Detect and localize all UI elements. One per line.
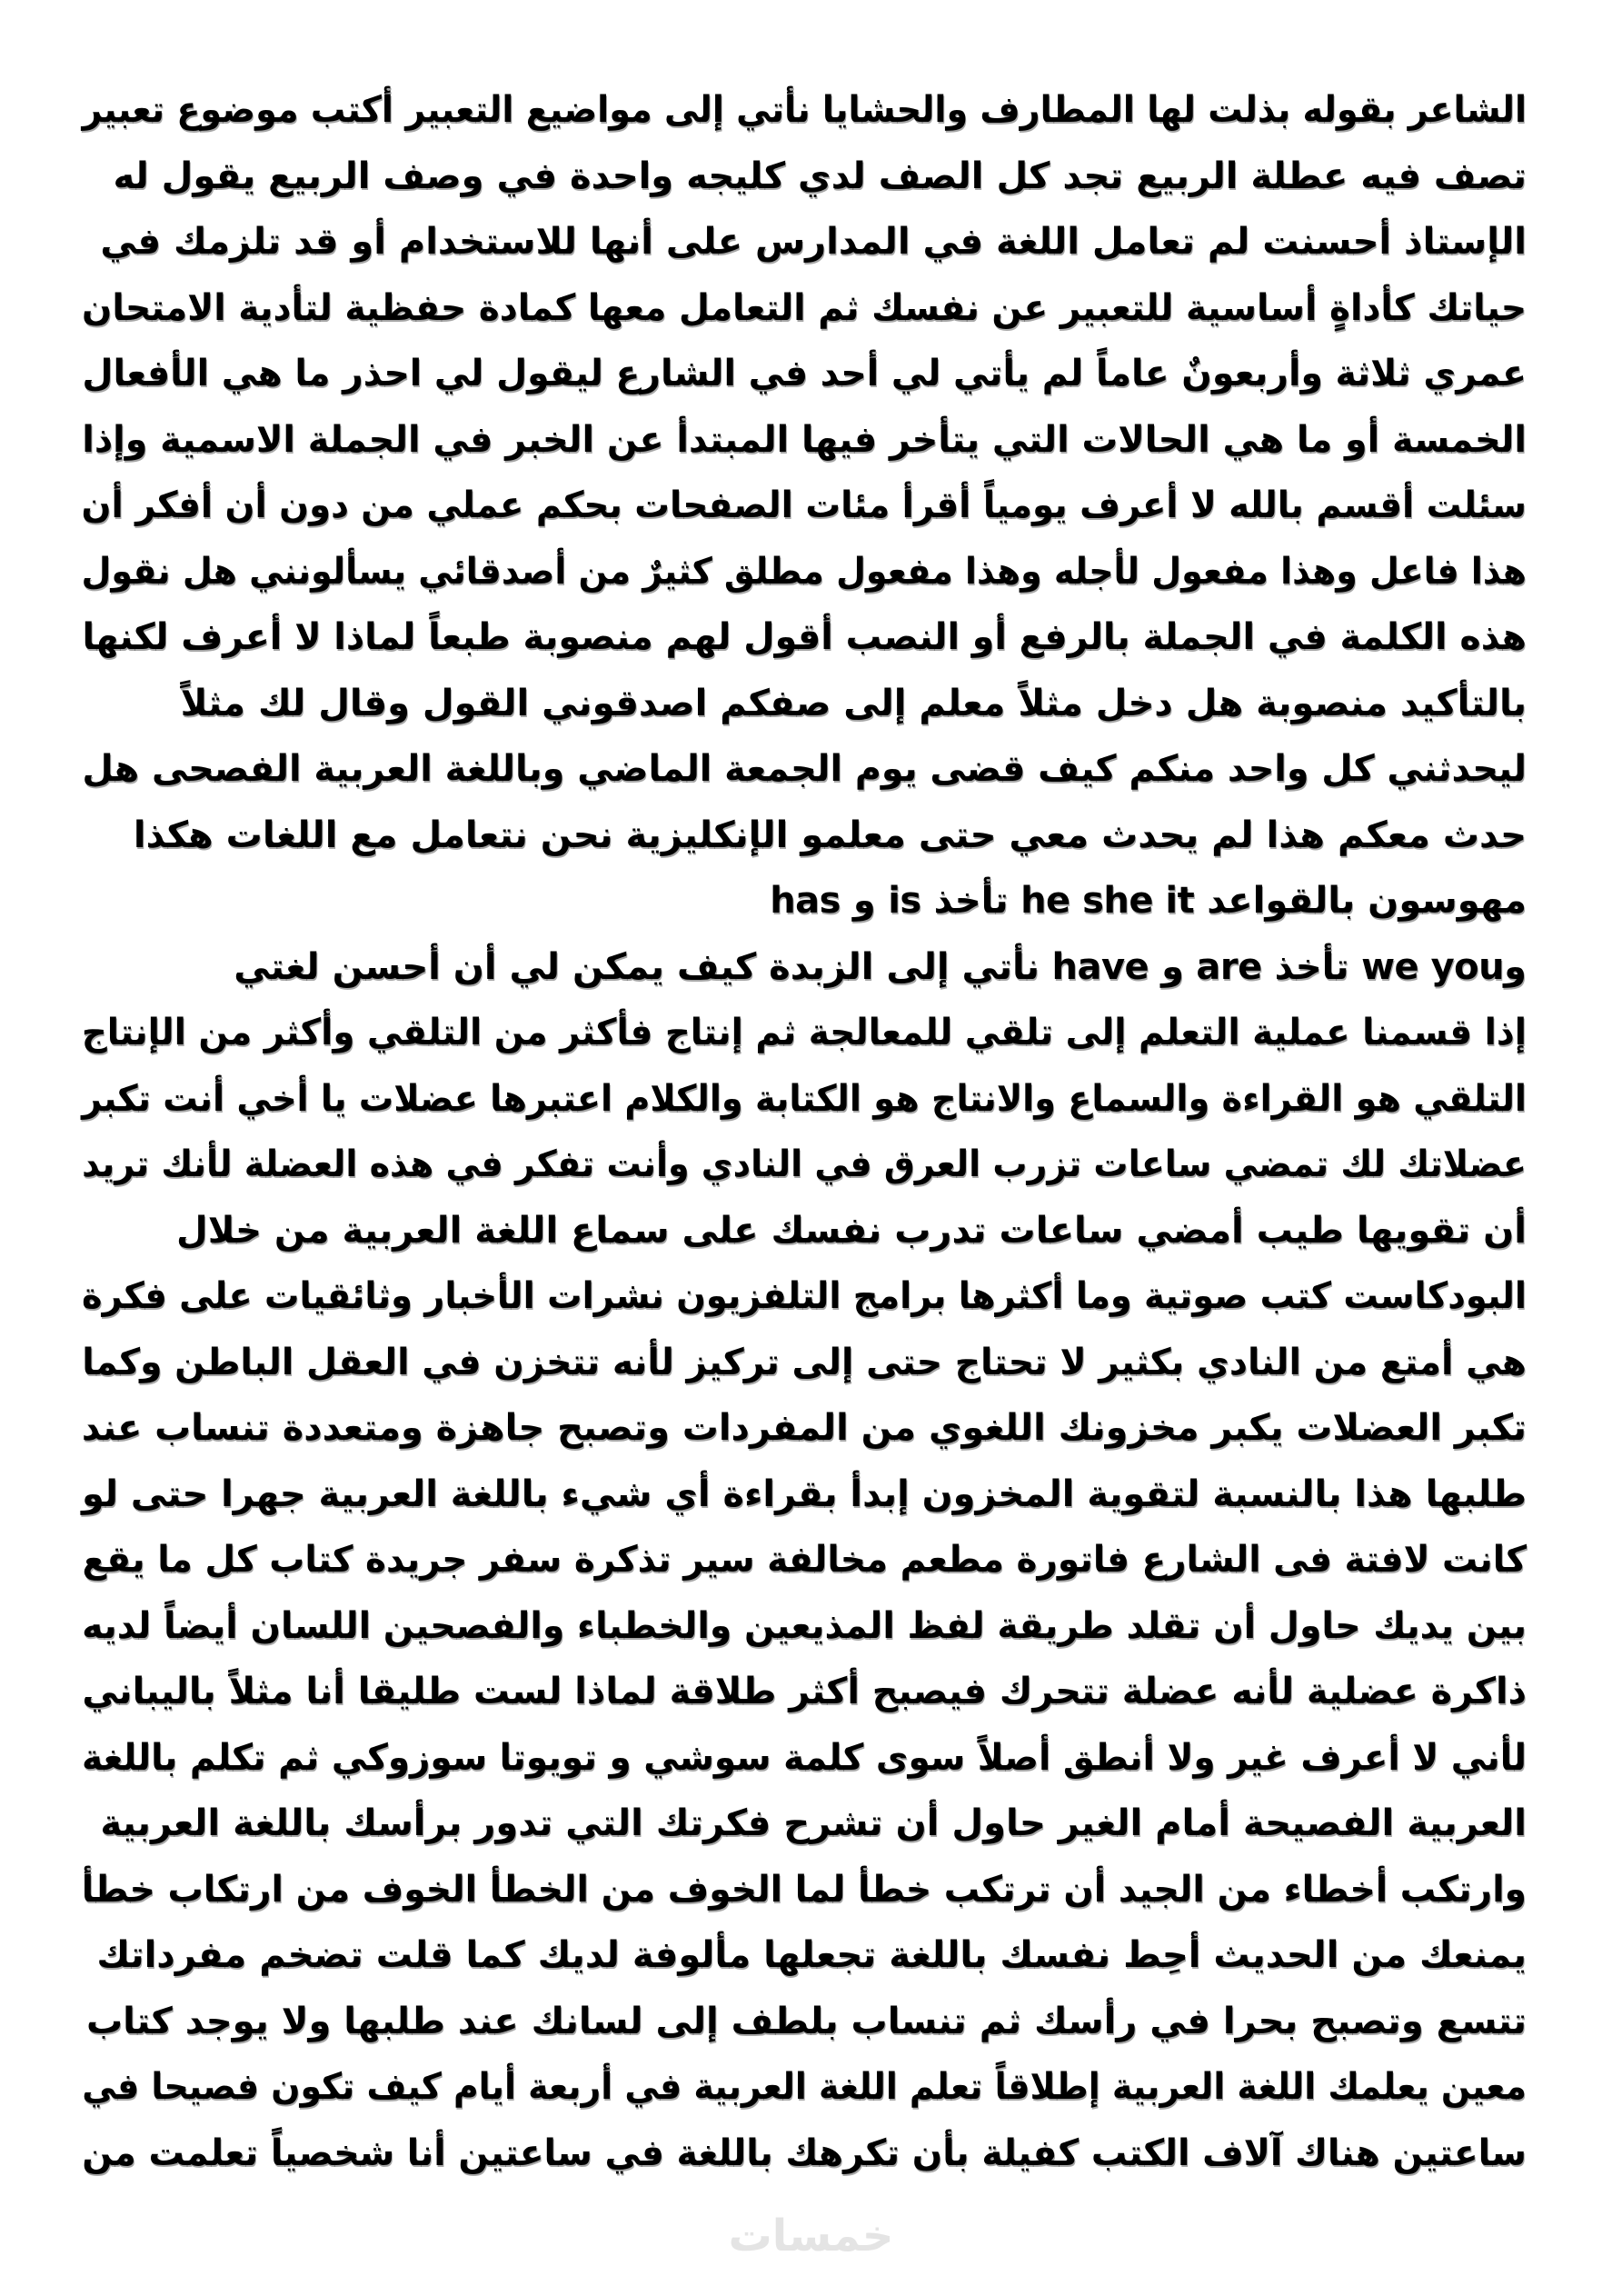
text-line: ساعتين هناك آلاف الكتب كفيلة بأن تكرهك باللغة في ساعتين أنا شخصياً تعلمت من bbox=[82, 2131, 1527, 2174]
text-line: هي أمتع من النادي بكثير لا تحتاج حتى إلى تركيز لأنه تتخزن في العقل الباطن وكما bbox=[82, 1341, 1527, 1383]
text-line: الشاعر بقوله بذلت لها المطارف والحشايا نأتي إلى مواضيع التعبير أكتب موضوع تعبير bbox=[82, 89, 1527, 131]
text-line: ليحدثني كل واحد منكم كيف قضى يوم الجمعة الماضي وباللغة العربية الفصحى هل bbox=[82, 748, 1527, 790]
text-line: التلقي هو القراءة والسماع والانتاج هو الكتابة والكلام اعتبرها عضلات يا أخي أنت تكبر bbox=[82, 1077, 1527, 1120]
text-line: ذاكرة عضلية لأنه عضلة تتحرك فيصبح أكثر طلاقة لماذا لست طليقا أنا مثلاً باليباني bbox=[82, 1671, 1527, 1712]
text-line: معين يعلمك اللغة العربية إطلاقاً تعلم اللغة العربية في أربعة أيام كيف تكون فصيحا في bbox=[82, 2066, 1527, 2108]
document-body bbox=[82, 77, 1527, 2186]
text-line: كانت لافتة فى الشارع فاتورة مطعم مخالفة سير تذكرة سفر جريدة كتاب كل ما يقع bbox=[82, 1539, 1527, 1581]
text-line: طلبها هذا بالنسبة لتقوية المخزون إبدأ بقراءة أي شيء باللغة العربية جهرا حتى لو bbox=[82, 1472, 1527, 1515]
text-line: العربية الفصيحة أمام الغير حاول أن تشرح فكرتك التي تدور برأسك باللغة العربية bbox=[100, 1802, 1527, 1844]
text-line: يمنعك من الحديث أحِط نفسك باللغة تجعلها مألوفة لديك كما قلت تضخم مفرداتك bbox=[96, 1934, 1527, 1976]
text-line: بين يديك حاول أن تقلد طريقة لفظ المذيعين والخطباء والفصحين اللسان أيضاً لديه bbox=[82, 1604, 1527, 1647]
text-line: بالتأكيد منصوبة هل دخل مثلاً معلم إلى صفكم اصدقوني القول وقال لك مثلاً bbox=[180, 682, 1527, 724]
text-line: هذا فاعل وهذا مفعول لأجله وهذا مفعول مطلق كثيرٌ من أصدقائي يسألونني هل نقول bbox=[81, 550, 1527, 593]
text-line: إذا قسمنا عملية التعلم إلى تلقي للمعالجة ثم إنتاج فأكثر من التلقي وأكثر من الإنتاج bbox=[81, 1012, 1527, 1053]
text-line: البودكاست كتب صوتية وما أكثرها برامج التلفزيون نشرات الأخبار وثائقيات على فكرة bbox=[82, 1275, 1527, 1317]
text-line: تكبر العضلات يكبر مخزونك اللغوي من المفردات وتصبح جاهزة ومتعددة تنساب عند bbox=[81, 1407, 1527, 1449]
watermark-logo: خمسات bbox=[728, 2211, 894, 2261]
text-line: وwe you تأخذ are و have نأتي إلى الزبدة كيف يمكن لي أن أحسن لغتي bbox=[234, 945, 1527, 988]
text-line: لأني لا أعرف غير ولا أنطق أصلاً سوى كلمة سوشي و تويوتا سوزوكي ثم تكلم باللغة bbox=[82, 1736, 1527, 1779]
text-line: تصف فيه عطلة الربيع تجد كل الصف لدي كليجه واحدة في وصف الربيع يقول له bbox=[113, 155, 1527, 197]
text-line: وارتكب أخطاء من الجيد أن ترتكب خطأ لما الخوف من الخطأ الخوف من ارتكاب خطأ bbox=[81, 1868, 1527, 1911]
text-line: هذه الكلمة في الجملة بالرفع أو النصب أقول لهم منصوبة طبعاً لماذا لا أعرف لكنها bbox=[82, 616, 1527, 658]
text-line: مهوسون بالقواعد he she it تأخذ is و has bbox=[770, 880, 1527, 922]
text-line: حدث معكم هذا لم يحدث معي حتى معلمو الإنكليزية نحن نتعامل مع اللغات هكذا bbox=[133, 814, 1527, 856]
text-line: تتسع وتصبح بحرا في رأسك ثم تنساب بلطف إلى لسانك عند طلبها ولا يوجد كتاب bbox=[85, 2000, 1527, 2042]
text-line: عمري ثلاثة وأربعونٌ عاماً لم يأتي لي أحد في الشارع ليقول لي احذر ما هي الأفعال bbox=[82, 353, 1527, 394]
text-line: الخمسة أو ما هي الحالات التي يتأخر فيها المبتدأ عن الخبر في الجملة الاسمية وإذا bbox=[82, 418, 1527, 461]
text-line: الإستاذ أحسنت لم تعامل اللغة في المدارس على أنها للاستخدام أو قد تلزمك في bbox=[100, 221, 1527, 263]
text-line: أن تقويها طيب أمضي ساعات تدرب نفسك على سماع اللغة العربية من خلال bbox=[176, 1209, 1527, 1252]
text-line: سئلت أقسم بالله لا أعرف يومياً أقرأ مئات الصفحات بحكم عملي من دون أن أفكر أن bbox=[81, 484, 1527, 526]
text-line: حياتك كأداةٍ أساسية للتعبير عن نفسك ثم التعامل معها كمادة حفظية لتأدية الامتحان bbox=[82, 286, 1527, 329]
text-line: عضلاتك لك تمضي ساعات تزرب العرق في النادي وأنت تفكر في هذه العضلة لأنك تريد bbox=[82, 1143, 1527, 1185]
